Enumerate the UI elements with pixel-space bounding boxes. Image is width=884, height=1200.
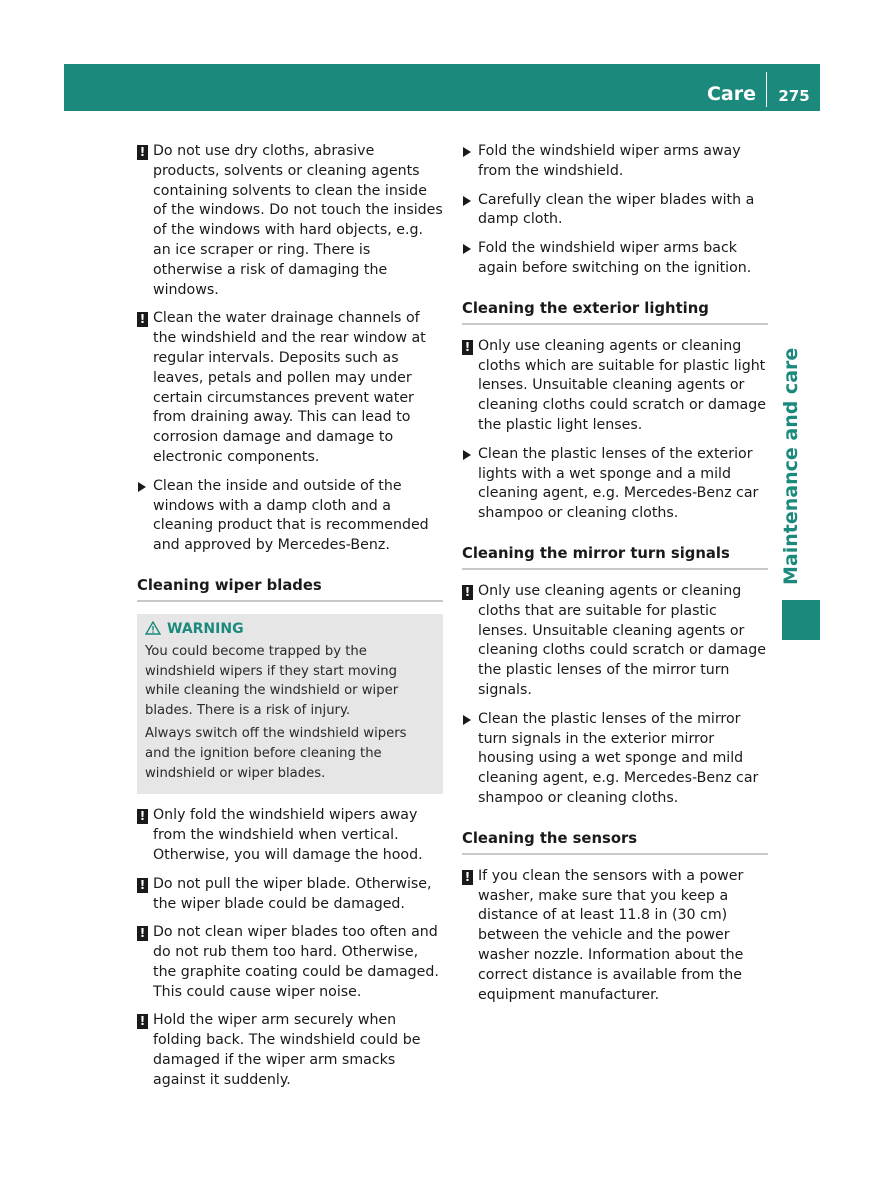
side-tab-label: Maintenance and care xyxy=(780,347,802,585)
triangle-bullet-icon xyxy=(138,482,146,492)
note-item: ! Do not use dry cloths, abrasive products, solvents or cleaning agents containing solvents to clean the inside of the windows. Do not touch the insides of the windows with hard objects, e.g. an ice scraper or ring. There is otherwise a risk of damaging the windows. xyxy=(137,142,443,300)
exclamation-icon: ! xyxy=(137,145,148,160)
step-item: Carefully clean the wiper blades with a damp cloth. xyxy=(462,191,768,231)
warning-box xyxy=(137,614,443,794)
exclamation-icon: ! xyxy=(137,926,148,941)
exclamation-icon: ! xyxy=(462,870,473,885)
side-tab-marker xyxy=(782,600,820,640)
triangle-bullet-icon xyxy=(463,244,471,254)
page-number: 275 xyxy=(778,87,810,105)
warning-title: WARNING xyxy=(145,620,435,640)
exclamation-icon: ! xyxy=(462,340,473,355)
warning-text: Always switch off the windshield wipers and the ignition before cleaning the windshield or wiper blades. xyxy=(145,725,407,781)
heading-cleaning-sensors: Cleaning the sensors xyxy=(462,829,768,855)
warning-triangle-icon xyxy=(145,621,161,635)
note-item: ! Only use cleaning agents or cleaning cloths which are suitable for plastic light lenses. Unsuitable cleaning agents or cleaning cloths could scratch or damage the plastic light lenses. xyxy=(462,337,768,436)
right-column xyxy=(462,142,768,1014)
note-item: ! Only use cleaning agents or cleaning cloths that are suitable for plastic lenses. Unsuitable cleaning agents or cleaning cloths could scratch or damage the plastic lenses of the mirror turn signals. xyxy=(462,582,768,701)
note-item: ! Hold the wiper arm securely when folding back. The windshield could be damaged if the wiper arm smacks against it suddenly. xyxy=(137,1011,443,1090)
exclamation-icon: ! xyxy=(137,878,148,893)
triangle-bullet-icon xyxy=(463,147,471,157)
triangle-bullet-icon xyxy=(463,196,471,206)
triangle-bullet-icon xyxy=(463,450,471,460)
step-item: Fold the windshield wiper arms back again before switching on the ignition. xyxy=(462,239,768,279)
note-item: ! Do not pull the wiper blade. Otherwise, the wiper blade could be damaged. xyxy=(137,875,443,915)
step-item: Clean the plastic lenses of the exterior lights with a wet sponge and a mild cleaning agent, e.g. Mercedes-Benz car shampoo or cleaning cloths. xyxy=(462,445,768,524)
step-item: Clean the inside and outside of the windows with a damp cloth and a cleaning product that is recommended and approved by Mercedes-Benz. xyxy=(137,477,443,556)
step-item: Fold the windshield wiper arms away from the windshield. xyxy=(462,142,768,182)
note-item: ! If you clean the sensors with a power washer, make sure that you keep a distance of at least 11.8 in (30 cm) between the vehicle and the power washer nozzle. Information about the correct distance is available from the equipment manufacturer. xyxy=(462,867,768,1006)
note-item: ! Do not clean wiper blades too often and do not rub them too hard. Otherwise, the graphite coating could be damaged. This could cause wiper noise. xyxy=(137,923,443,1002)
left-column xyxy=(137,142,443,1100)
step-item: Clean the plastic lenses of the mirror turn signals in the exterior mirror housing using a wet sponge and mild cleaning agent, e.g. Mercedes-Benz car shampoo or cleaning cloths. xyxy=(462,710,768,809)
heading-cleaning-wiper-blades: Cleaning wiper blades xyxy=(137,576,443,602)
exclamation-icon: ! xyxy=(137,312,148,327)
exclamation-icon: ! xyxy=(137,1014,148,1029)
heading-cleaning-mirror-turn-signals: Cleaning the mirror turn signals xyxy=(462,544,768,570)
note-item: ! Only fold the windshield wipers away from the windshield when vertical. Otherwise, you will damage the hood. xyxy=(137,806,443,865)
exclamation-icon: ! xyxy=(462,585,473,600)
section-title: Care xyxy=(706,83,756,105)
triangle-bullet-icon xyxy=(463,715,471,725)
note-item: ! Clean the water drainage channels of the windshield and the rear window at regular intervals. Deposits such as leaves, petals and pollen may under certain circumstances prevent water from draining away. This can lead to corrosion damage and damage to electronic components. xyxy=(137,309,443,467)
exclamation-icon: ! xyxy=(137,809,148,824)
warning-text: You could become trapped by the windshield wipers if they start moving while cleaning the windshield or wiper blades. There is a risk of injury. xyxy=(145,643,399,719)
heading-cleaning-exterior-lighting: Cleaning the exterior lighting xyxy=(462,299,768,325)
header-divider xyxy=(766,72,767,107)
